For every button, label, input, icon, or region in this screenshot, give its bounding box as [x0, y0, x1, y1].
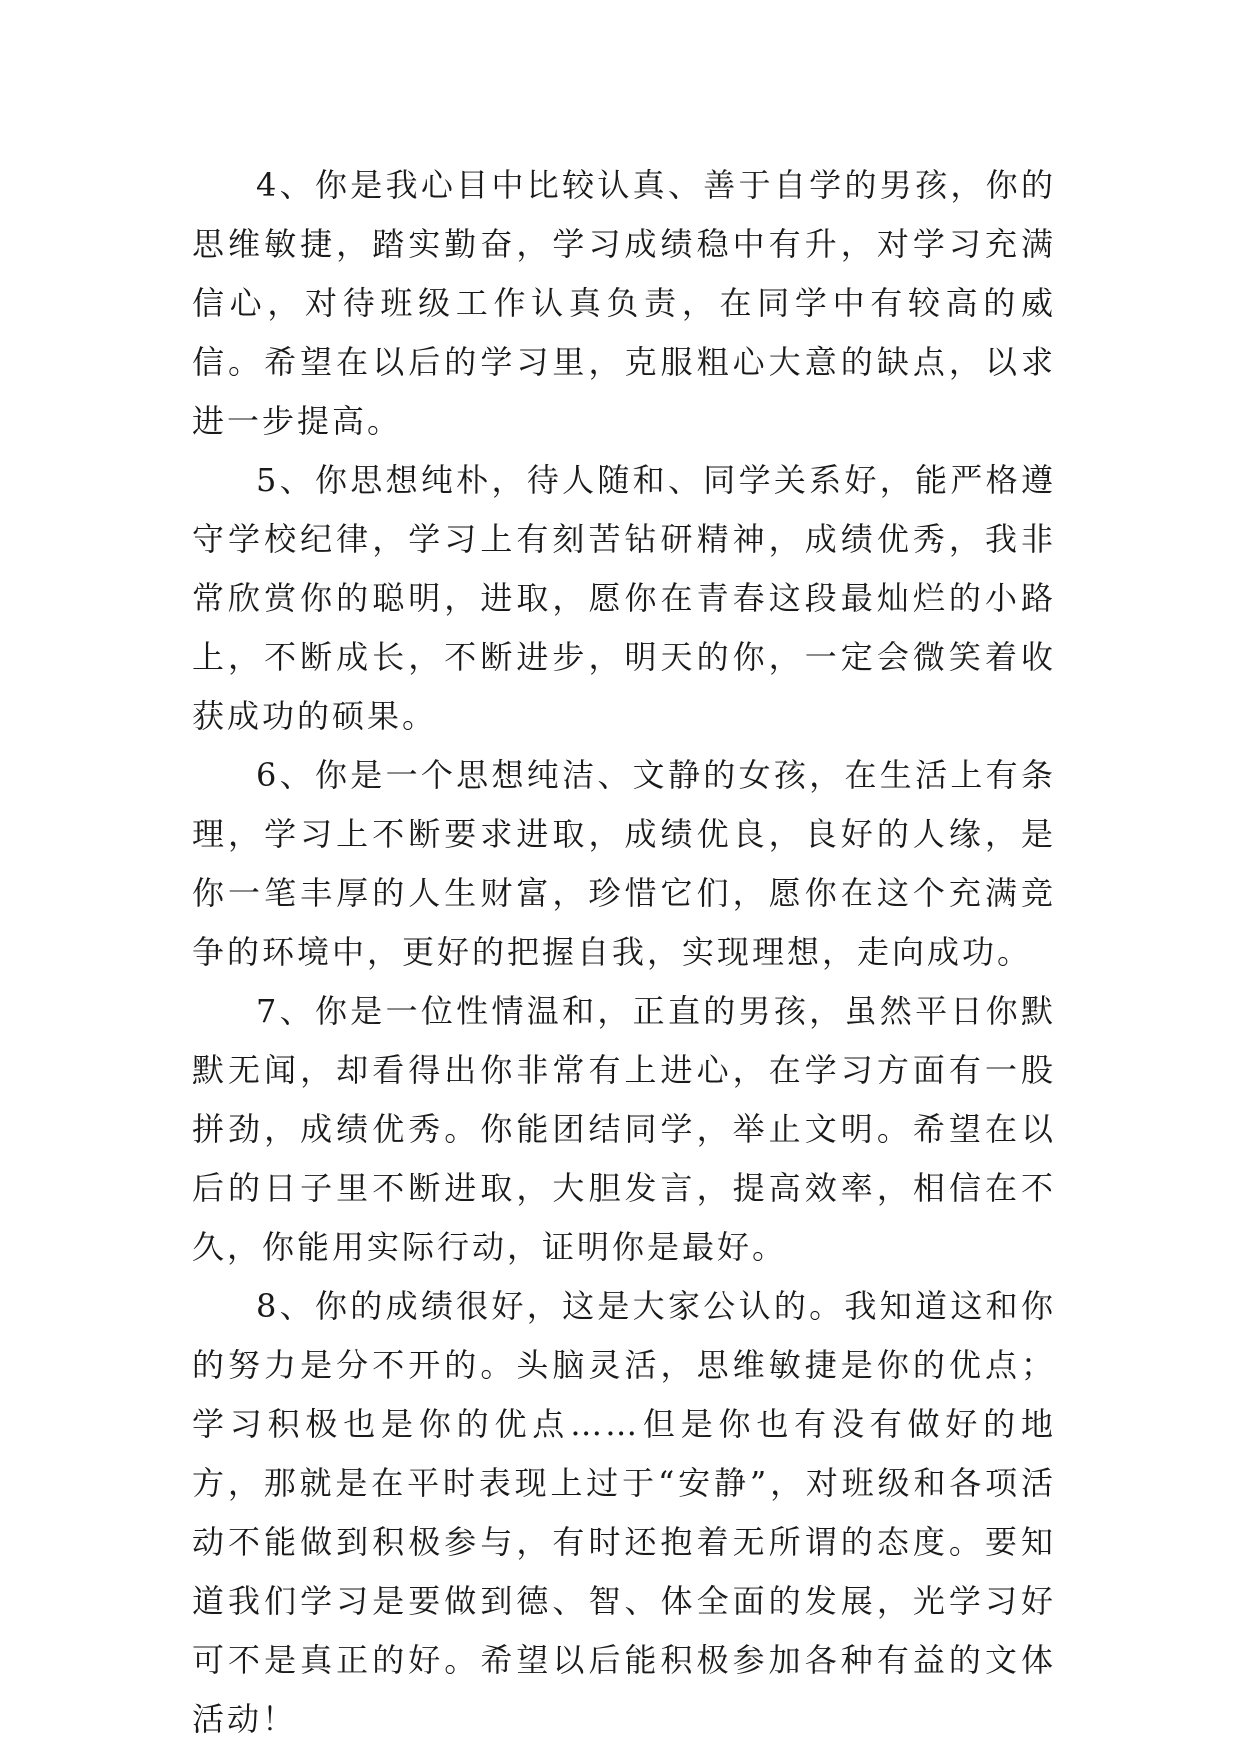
document-body — [192, 156, 1056, 1749]
comment-paragraph-5: 5、你思想纯朴，待人随和、同学关系好，能严格遵守学校纪律，学习上有刻苦钻研精神，成绩优秀，我非常欣赏你的聪明，进取，愿你在青春这段最灿烂的小路上，不断成长，不断进步，明天的你，一定会微笑着收获成功的硕果。 — [192, 461, 1056, 735]
comment-paragraph-8: 8、你的成绩很好，这是大家公认的。我知道这和你的努力是分不开的。头脑灵活，思维敏捷是你的优点；学习积极也是你的优点……但是你也有没有做好的地方，那就是在平时表现上过于“安静”，对班级和各项活动不能做到积极参与，有时还抱着无所谓的态度。要知道我们学习是要做到德、智、体全面的发展，光学习好可不是真正的好。希望以后能积极参加各种有益的文体活动！ — [192, 1287, 1056, 1738]
comment-paragraph-4: 4、你是我心目中比较认真、善于自学的男孩，你的思维敏捷，踏实勤奋，学习成绩稳中有升，对学习充满信心，对待班级工作认真负责，在同学中有较高的威信。希望在以后的学习里，克服粗心大意的缺点，以求进一步提高。 — [192, 166, 1056, 440]
comment-paragraph-6: 6、你是一个思想纯洁、文静的女孩，在生活上有条理，学习上不断要求进取，成绩优良，良好的人缘，是你一笔丰厚的人生财富，珍惜它们，愿你在这个充满竞争的环境中，更好的把握自我，实现理想，走向成功。 — [192, 756, 1056, 971]
comment-paragraph-7: 7、你是一位性情温和，正直的男孩，虽然平日你默默无闻，却看得出你非常有上进心，在学习方面有一股拼劲，成绩优秀。你能团结同学，举止文明。希望在以后的日子里不断进取，大胆发言，提高效率，相信在不久，你能用实际行动，证明你是最好。 — [192, 992, 1056, 1266]
